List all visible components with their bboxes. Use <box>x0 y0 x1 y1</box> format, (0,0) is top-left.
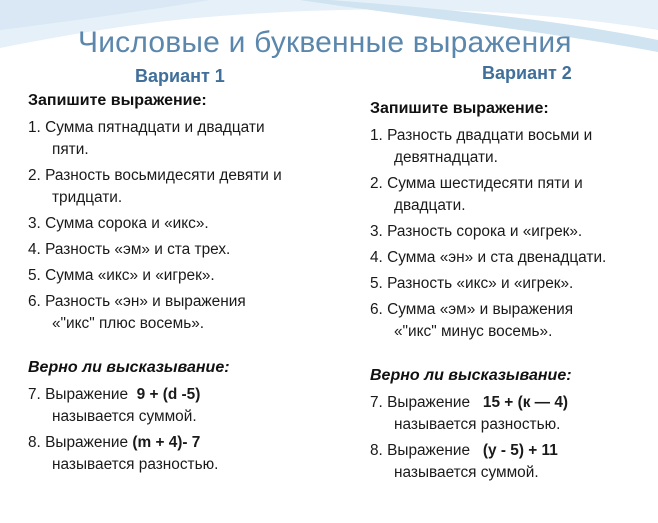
slide-title: Числовые и буквенные выражения <box>78 26 572 59</box>
variant-1-column <box>28 92 348 480</box>
variant-2-label: Вариант 2 <box>482 63 572 83</box>
variant-1-heading-write: Запишите выражение: <box>28 92 207 109</box>
v2-question-7: 7. Выражение 15 + (к — 4) называется разностью. <box>370 394 569 433</box>
v2-item-3: 3. Разность сорока и «игрек». <box>370 223 583 240</box>
v1-item-4: 4. Разность «эм» и ста трех. <box>28 241 231 258</box>
v2-item-2: 2. Сумма шестидесяти пяти и двадцати. <box>370 175 583 214</box>
v2-item-5: 5. Разность «икс» и «игрек». <box>370 275 574 292</box>
v2-item-6: 6. Сумма «эм» и выражения «"икс" минус восемь». <box>370 301 574 340</box>
variant-1-heading-true: Верно ли высказывание: <box>28 359 230 376</box>
v2-item-4: 4. Сумма «эн» и ста двенадцати. <box>370 249 607 266</box>
v1-item-1: 1. Сумма пятнадцати и двадцати пяти. <box>28 119 265 158</box>
v2-item-1: 1. Разность двадцати восьми и девятнадцати. <box>370 127 593 166</box>
v1-item-5: 5. Сумма «икс» и «игрек». <box>28 267 215 284</box>
variant-2-heading-true: Верно ли высказывание: <box>370 367 572 384</box>
variant-2-heading-write: Запишите выражение: <box>370 100 549 117</box>
v2-question-8: 8. Выражение (у - 5) + 11 называется суммой. <box>370 442 558 481</box>
v1-item-3: 3. Сумма сорока и «икс». <box>28 215 209 232</box>
v1-item-2: 2. Разность восьмидесяти девяти и тридцати. <box>28 167 282 206</box>
variant-2-column <box>370 100 658 488</box>
variant-1-label: Вариант 1 <box>135 66 225 86</box>
v1-item-6: 6. Разность «эн» и выражения «"икс" плюс восемь». <box>28 293 246 332</box>
v1-question-8: 8. Выражение (m + 4)- 7 называется разностью. <box>28 434 219 473</box>
v1-question-7: 7. Выражение 9 + (d -5) называется суммой. <box>28 386 201 425</box>
